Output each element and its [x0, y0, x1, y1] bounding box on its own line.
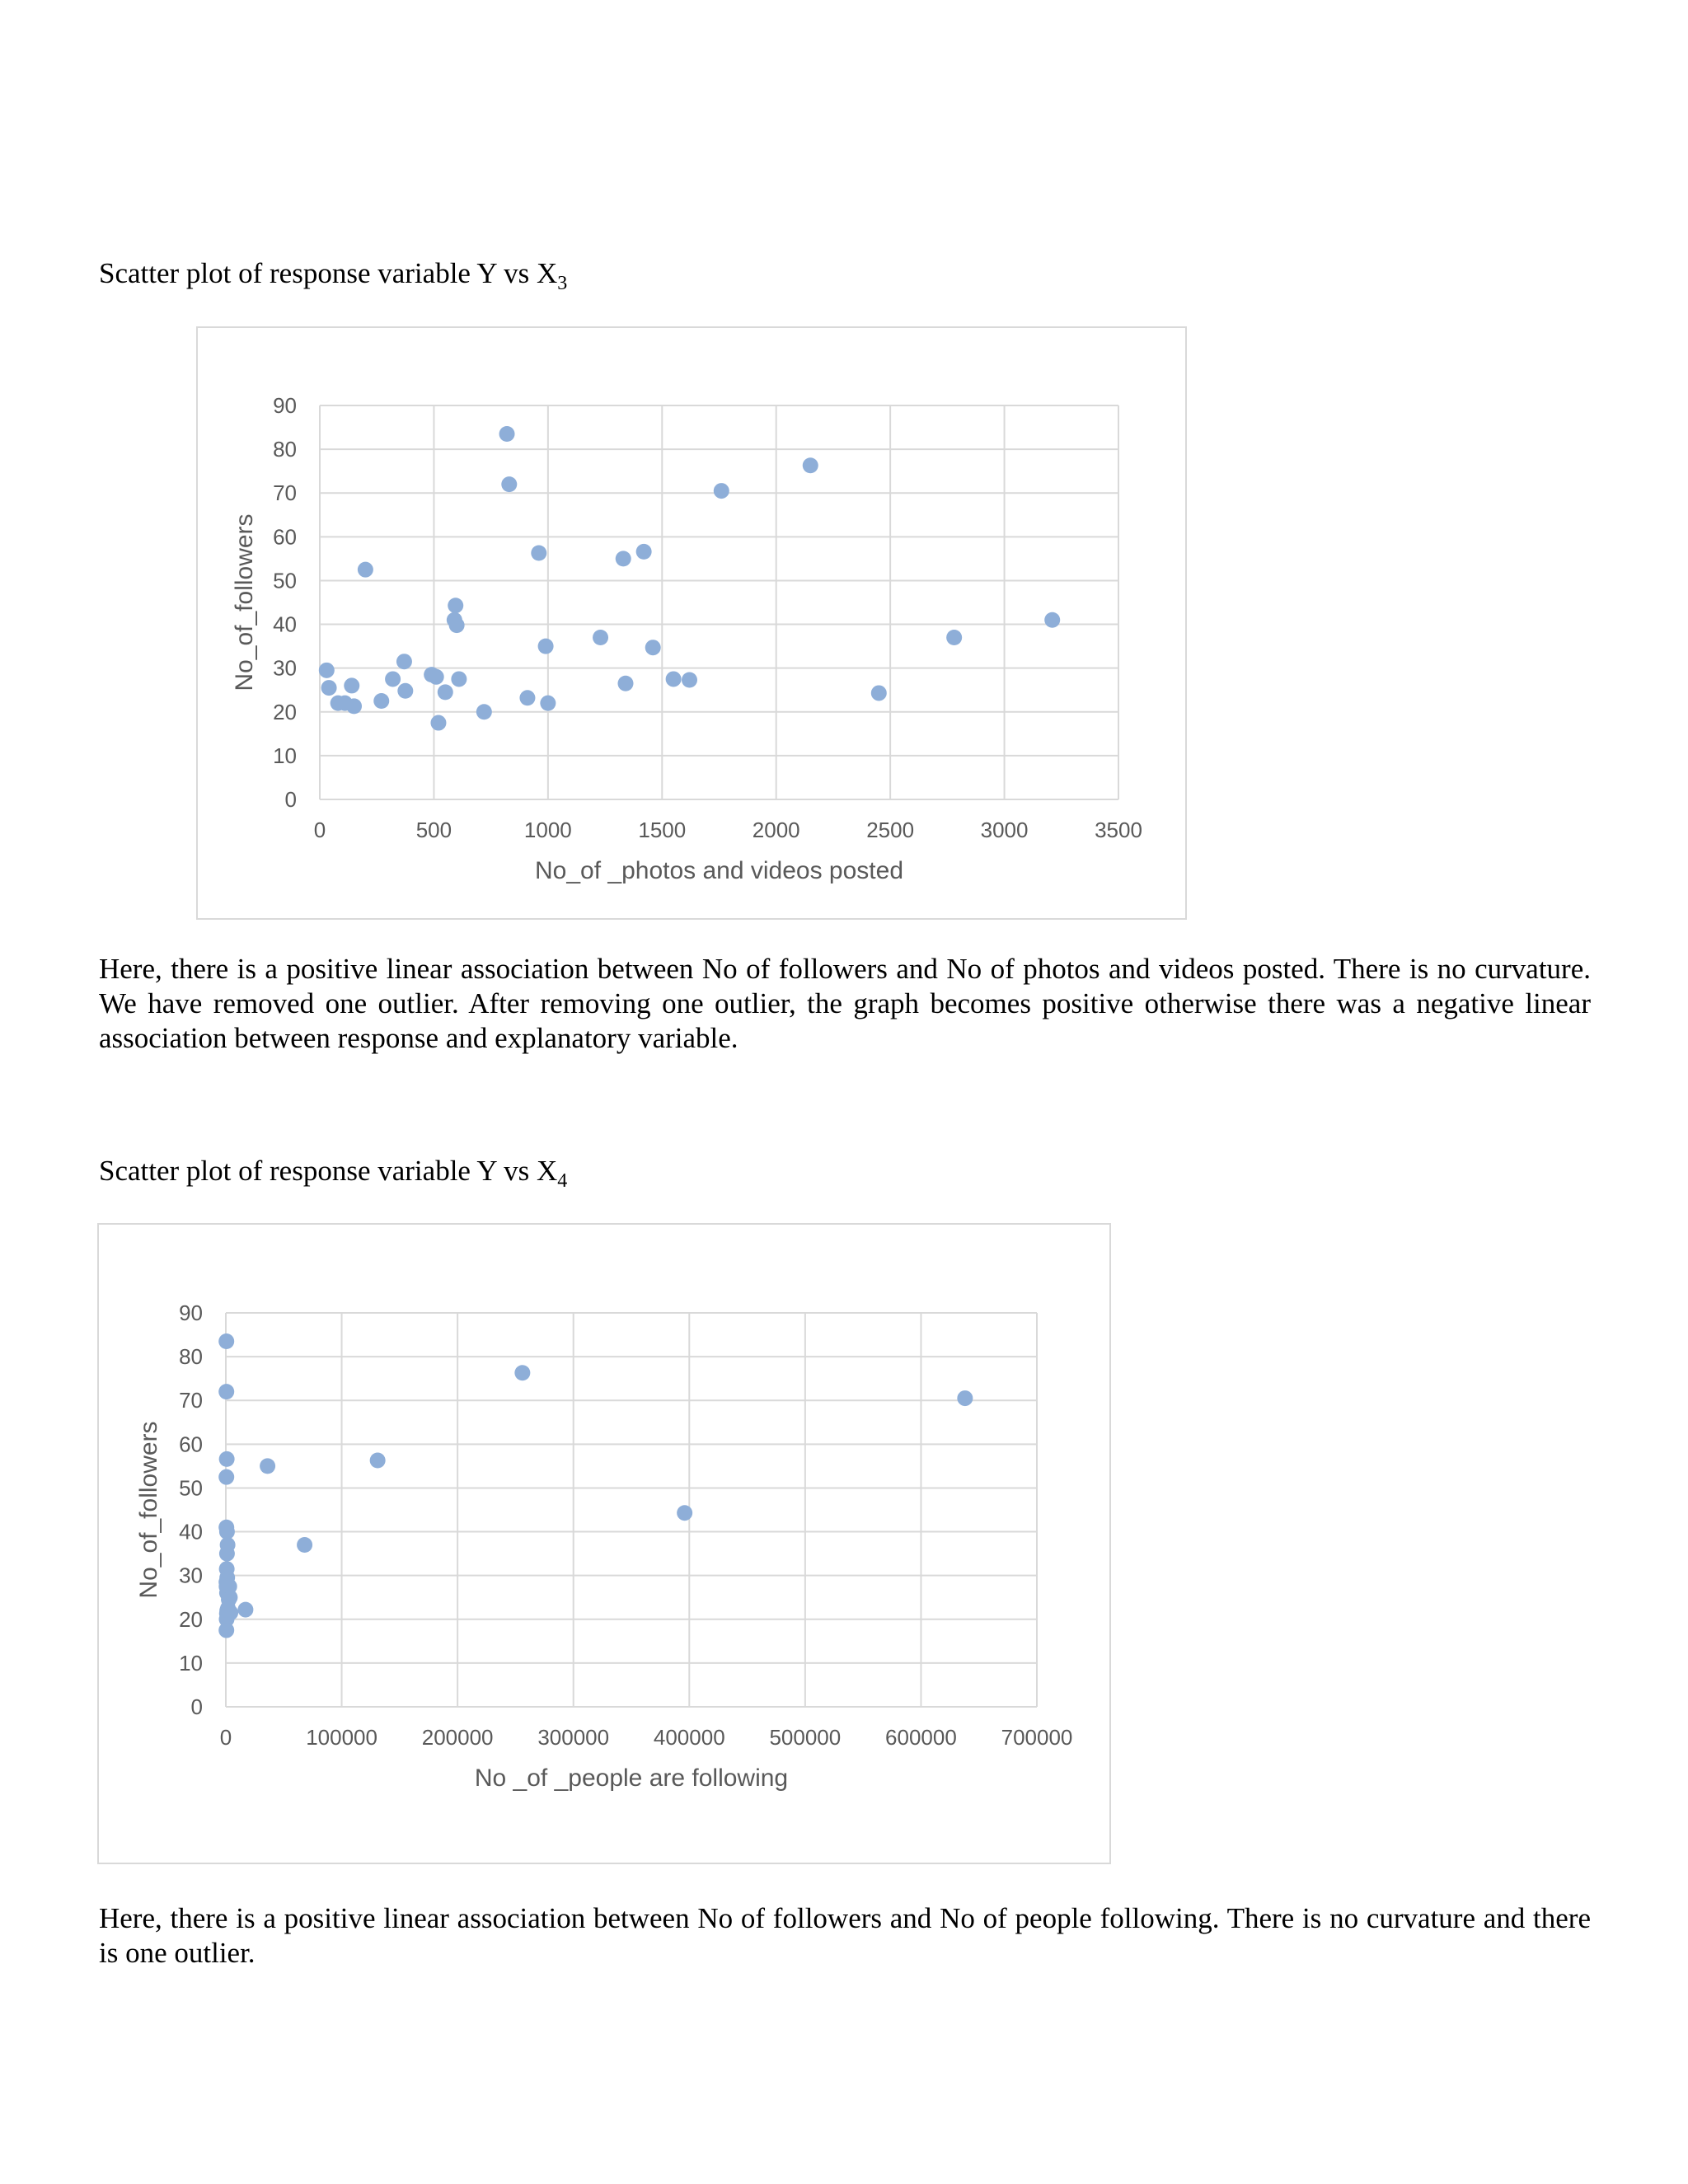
data-point	[237, 1602, 253, 1618]
data-point	[476, 704, 492, 719]
data-point	[499, 426, 515, 442]
data-point	[1044, 612, 1060, 628]
data-point	[219, 1546, 235, 1562]
y-tick-label: 0	[284, 787, 297, 812]
y-tick-label: 30	[179, 1563, 203, 1588]
data-point	[218, 1469, 234, 1485]
caption-text: Scatter plot of response variable Y vs X	[99, 257, 558, 289]
data-point	[385, 671, 401, 687]
x-tick-label: 1500	[638, 818, 687, 842]
data-point	[396, 654, 412, 669]
x-tick-label: 2500	[866, 818, 915, 842]
data-point	[373, 693, 389, 709]
data-point	[617, 676, 633, 691]
data-point	[593, 630, 608, 645]
x-axis-label: No_of _photos and videos posted	[535, 857, 903, 884]
data-point	[219, 1451, 235, 1467]
scatter-plot-x4	[99, 1225, 1109, 1863]
y-tick-label: 50	[179, 1475, 203, 1501]
data-point	[218, 1333, 234, 1349]
y-tick-label: 70	[273, 480, 297, 506]
data-point	[531, 545, 546, 560]
data-point	[540, 696, 556, 711]
x-tick-label: 300000	[537, 1725, 610, 1750]
y-tick-label: 10	[179, 1650, 203, 1675]
data-point	[319, 663, 335, 678]
x-tick-label: 100000	[306, 1725, 377, 1750]
caption-text: Scatter plot of response variable Y vs X	[99, 1155, 558, 1187]
data-point	[803, 457, 818, 473]
data-point	[451, 671, 467, 687]
data-point	[616, 551, 631, 566]
data-point	[519, 690, 535, 705]
data-point	[218, 1384, 234, 1399]
data-point	[538, 639, 554, 654]
data-point	[218, 1574, 234, 1590]
data-point	[645, 640, 661, 655]
y-tick-label: 0	[190, 1694, 203, 1719]
data-point	[682, 673, 697, 688]
data-point	[448, 598, 463, 613]
data-point	[636, 544, 652, 560]
x-axis-label: No _of _people are following	[474, 1765, 789, 1792]
y-axis-label: No_of_followers	[135, 1421, 162, 1599]
y-tick-label: 30	[273, 655, 297, 681]
data-point	[429, 669, 444, 685]
y-tick-label: 60	[179, 1432, 203, 1457]
y-tick-label: 90	[273, 393, 297, 418]
y-tick-label: 80	[273, 437, 297, 462]
data-point	[438, 684, 453, 700]
data-point	[501, 476, 517, 492]
y-tick-label: 60	[273, 524, 297, 550]
y-tick-label: 40	[179, 1519, 203, 1544]
x-tick-label: 2000	[752, 818, 800, 842]
x-tick-label: 700000	[1001, 1725, 1073, 1750]
x-tick-label: 0	[313, 818, 326, 842]
scatter-chart-x4	[97, 1223, 1111, 1864]
data-point	[346, 698, 362, 714]
data-point	[218, 1623, 234, 1638]
data-point	[871, 685, 887, 701]
data-point	[449, 617, 465, 633]
data-point	[297, 1537, 312, 1553]
scatter-plot-x3	[198, 328, 1185, 918]
y-tick-label: 40	[273, 612, 297, 637]
y-tick-label: 90	[179, 1301, 203, 1325]
y-tick-label: 20	[273, 699, 297, 724]
data-point	[260, 1458, 275, 1474]
data-point	[514, 1365, 530, 1380]
x-tick-label: 1000	[523, 818, 572, 842]
data-point	[397, 683, 413, 699]
figure-caption-x3	[99, 257, 567, 295]
y-tick-label: 70	[179, 1388, 203, 1413]
data-point	[430, 715, 446, 731]
x-tick-label: 500	[415, 818, 452, 842]
y-tick-label: 10	[273, 743, 297, 768]
figure-caption-x4	[99, 1155, 567, 1193]
analysis-paragraph-x3: Here, there is a positive linear association between No of followers and No of photos and videos posted. There is no curvature. We have removed one outlier. After removing one outlier, the graph becomes positive otherwise there was a negative linear association between response and explanatory variable.	[99, 953, 1591, 1054]
data-point	[666, 671, 682, 687]
x-tick-label: 3000	[980, 818, 1029, 842]
data-point	[714, 483, 729, 499]
x-tick-label: 600000	[885, 1725, 957, 1750]
y-tick-label: 20	[179, 1606, 203, 1632]
x-tick-label: 400000	[653, 1725, 725, 1750]
x-tick-label: 200000	[421, 1725, 494, 1750]
scatter-chart-x3	[196, 326, 1187, 920]
y-tick-label: 50	[273, 568, 297, 593]
y-tick-label: 80	[179, 1344, 203, 1370]
data-point	[946, 630, 962, 645]
x-tick-label: 3500	[1095, 818, 1142, 842]
analysis-paragraph-x4: Here, there is a positive linear association between No of followers and No of people following. There is no curvature and there is one outlier.	[99, 1902, 1591, 1969]
x-tick-label: 0	[219, 1725, 232, 1750]
y-axis-label: No_of_followers	[231, 513, 258, 691]
data-point	[321, 680, 337, 696]
data-point	[370, 1452, 386, 1468]
data-point	[957, 1390, 973, 1406]
x-tick-label: 500000	[769, 1725, 842, 1750]
data-point	[677, 1505, 692, 1521]
caption-subscript: 4	[557, 1170, 568, 1192]
data-point	[344, 677, 359, 693]
data-point	[358, 562, 373, 578]
caption-subscript: 3	[557, 273, 568, 294]
